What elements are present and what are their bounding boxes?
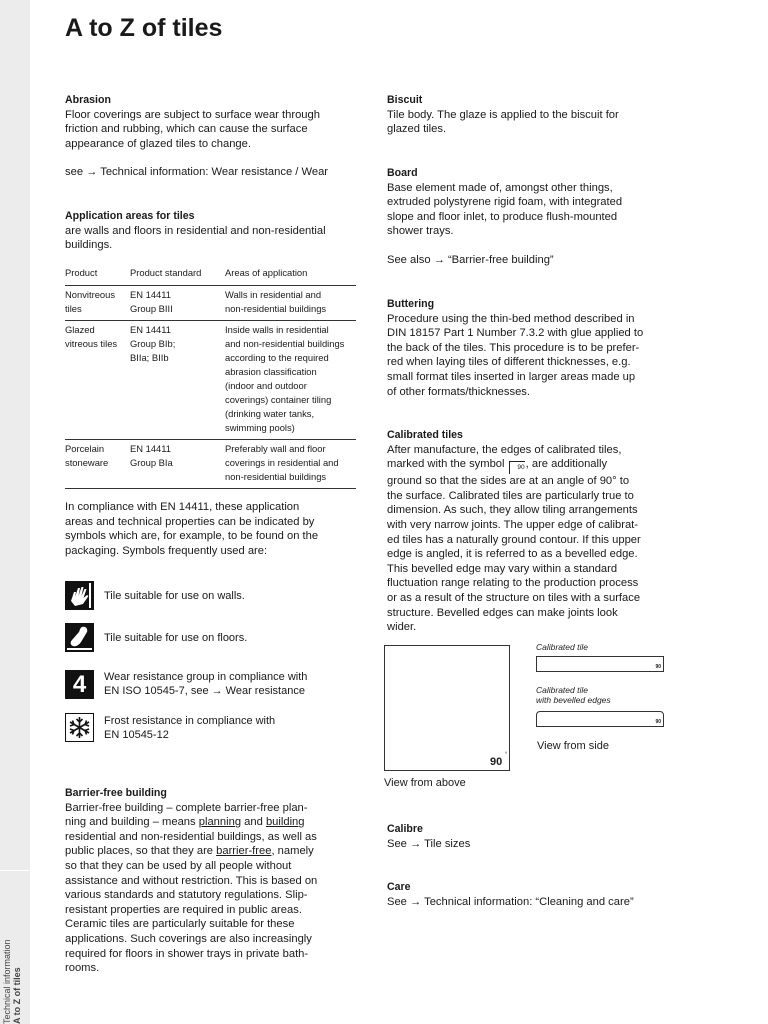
building-link[interactable]: building xyxy=(265,816,305,829)
calibrated-line: edge is angled, it is referred to as a bevelled edge. xyxy=(387,548,638,561)
sidebar xyxy=(0,0,30,1024)
buttering-line: DIN 18157 Part 1 Number 7.3.2 with glue applied to xyxy=(387,327,644,340)
calibrated-text: marked with the symbol xyxy=(387,458,505,471)
abrasion-section xyxy=(65,93,365,180)
calibre-section xyxy=(387,822,687,851)
calibrated-heading: Calibrated tiles xyxy=(387,429,463,441)
calibrated-section xyxy=(387,428,687,635)
application-line: buildings. xyxy=(65,239,113,252)
abrasion-line: appearance of glazed tiles to change. xyxy=(65,137,251,150)
symbol-wear-text: Wear resistance group in compliance with xyxy=(104,671,308,683)
barrier-line: Barrier-free building – complete barrier-free plan- xyxy=(65,801,308,814)
symbol-frost-text: EN 10545-12 xyxy=(104,729,169,741)
table-row xyxy=(65,286,356,321)
table-cell-standard xyxy=(130,286,225,321)
table-cell-standard xyxy=(130,321,225,440)
cell-line: non-residential buildings xyxy=(225,303,327,314)
calibre-heading: Calibre xyxy=(387,823,423,835)
barrier-line: rooms. xyxy=(65,962,100,975)
cell-line: and non-residential buildings xyxy=(225,338,345,349)
buttering-line: Procedure using the thin-bed method described in xyxy=(387,312,635,325)
calibrated-line: ed tiles has a naturally ground contour. If this upper xyxy=(387,533,641,546)
application-line: are walls and floors in residential and non-residential xyxy=(65,224,326,237)
table-cell-product xyxy=(65,286,130,321)
barrier-line: so that they can be used by all people without xyxy=(65,859,292,872)
abrasion-line: Floor coverings are subject to surface wear through xyxy=(65,108,320,121)
cell-line: (drinking water tanks, xyxy=(225,408,315,419)
cell-line: Group BIII xyxy=(130,303,173,314)
board-line: extruded polystyrene rigid foam, with integrated xyxy=(387,196,623,209)
cell-line: BIIa; BIIb xyxy=(130,352,169,363)
calibrated-line: structure. Bevelled edges can make joints look xyxy=(387,606,618,619)
tile-angle-label-small: 90 xyxy=(655,719,661,725)
barrier-free-section xyxy=(65,786,365,976)
wear-group-icon: 4 xyxy=(65,670,94,699)
degree-mark: ° xyxy=(505,752,508,758)
board-see-link[interactable]: See also → “Barrier-free building” xyxy=(387,253,554,266)
barrier-line xyxy=(65,815,365,830)
tile-view-above-diagram xyxy=(384,645,510,771)
table-cell-product xyxy=(65,321,130,440)
barrier-line xyxy=(65,844,365,859)
table-cell-product xyxy=(65,440,130,489)
cell-line: non-residential buildings xyxy=(225,471,327,482)
barrier-free-link[interactable]: barrier-free xyxy=(216,845,272,858)
bevelled-tile-side-diagram xyxy=(536,711,664,727)
compliance-line: symbols which are, for example, to be found on the xyxy=(65,530,319,543)
application-section xyxy=(65,209,365,253)
cell-line: coverings in residential and xyxy=(225,457,339,468)
cell-line: tiles xyxy=(65,303,82,314)
cell-line: swimming pools) xyxy=(225,422,295,433)
table-row xyxy=(65,321,356,440)
barrier-text: , namely xyxy=(271,845,314,858)
calibrated-text: , are additionally xyxy=(525,458,608,471)
biscuit-heading: Biscuit xyxy=(387,94,423,106)
cell-line: according to the required xyxy=(225,352,329,363)
cell-line: stoneware xyxy=(65,457,109,468)
bevelled-tile-caption xyxy=(536,685,611,705)
frost-icon xyxy=(65,713,94,742)
foot-floor-icon xyxy=(65,623,94,652)
cell-line: Porcelain xyxy=(65,443,105,454)
cell-line: Group BIb; xyxy=(130,338,176,349)
buttering-line: of other formats/thicknesses. xyxy=(387,385,531,398)
page-title: A to Z of tiles xyxy=(65,14,223,42)
cell-line: Group BIa xyxy=(130,457,173,468)
symbol-floors-text: Tile suitable for use on floors. xyxy=(104,632,248,644)
table-row xyxy=(65,440,356,489)
biscuit-line: glazed tiles. xyxy=(387,123,447,136)
symbol-wear-text: EN ISO 10545-7, see → Wear resistance xyxy=(104,685,305,697)
board-heading: Board xyxy=(387,167,418,179)
board-line: slope and floor inlet, to produce flush-mounted xyxy=(387,210,618,223)
cell-line: Inside walls in residential xyxy=(225,324,329,335)
barrier-free-heading: Barrier-free building xyxy=(65,787,167,799)
tile-angle-label-small: 90 xyxy=(655,664,661,670)
symbol-row-floors xyxy=(65,623,365,653)
bevelled-caption-line: with bevelled edges xyxy=(536,695,611,705)
sidebar-label-section: Technical information xyxy=(2,939,12,1024)
cell-line: Walls in residential and xyxy=(225,289,322,300)
calibrated-line: wider. xyxy=(387,621,417,634)
table-header-standard: Product standard xyxy=(130,266,225,286)
calibrated-line xyxy=(387,457,687,474)
abrasion-see-link[interactable]: see → Technical information: Wear resistance / Wear xyxy=(65,166,329,179)
calibrated-line: dimension. As such, they allow tiling arrangements xyxy=(387,504,638,517)
calibrated-tile-caption: Calibrated tile xyxy=(536,642,588,652)
barrier-line: assistance and without restriction. This is based on xyxy=(65,874,318,887)
care-heading: Care xyxy=(387,881,411,893)
board-line: shower trays. xyxy=(387,225,454,238)
application-table xyxy=(65,266,356,489)
sidebar-label xyxy=(2,939,22,1024)
calibrated-line: This bevelled edge may vary within a standard xyxy=(387,562,618,575)
cell-line: Preferably wall and floor xyxy=(225,443,326,454)
table-header-areas: Areas of application xyxy=(225,266,356,286)
cell-line: (indoor and outdoor xyxy=(225,380,307,391)
calibrated-line: with very narrow joints. The upper edge of calibrat- xyxy=(387,518,639,531)
table-cell-areas xyxy=(225,440,356,489)
barrier-text: and xyxy=(241,816,266,829)
cell-line: abrasion classification xyxy=(225,366,317,377)
care-section xyxy=(387,880,717,909)
biscuit-section xyxy=(387,93,687,137)
barrier-line: required for floors in shower trays in private bath- xyxy=(65,947,309,960)
cell-line: EN 14411 xyxy=(130,443,172,454)
cell-line: vitreous tiles xyxy=(65,338,118,349)
sidebar-divider xyxy=(0,870,30,871)
buttering-line: small format tiles inserted in larger areas made up xyxy=(387,370,636,383)
compliance-line: In compliance with EN 14411, these application xyxy=(65,501,300,513)
symbol-frost-text: Frost resistance in compliance with xyxy=(104,715,276,727)
calibrated-line: or as a result of the structure on tiles with a surface xyxy=(387,591,641,604)
biscuit-line: Tile body. The glaze is applied to the biscuit for xyxy=(387,108,619,121)
calibrated-line: After manufacture, the edges of calibrated tiles, xyxy=(387,443,622,456)
barrier-line: applications. Such coverings are also increasingly xyxy=(65,932,312,945)
cell-line: EN 14411 xyxy=(130,289,172,300)
compliance-line: packaging. Symbols frequently used are: xyxy=(65,544,268,557)
abrasion-heading: Abrasion xyxy=(65,94,111,106)
bevelled-caption-line: Calibrated tile xyxy=(536,685,588,695)
calibrated-line: the surface. Calibrated tiles are particularly true to xyxy=(387,489,634,502)
symbol-row-wear xyxy=(65,670,365,700)
view-above-caption: View from above xyxy=(384,777,466,789)
cell-line: Nonvitreous xyxy=(65,289,116,300)
table-header-product: Product xyxy=(65,266,130,286)
symbol-walls-text: Tile suitable for use on walls. xyxy=(104,590,245,602)
calibrated-90-icon: 90 xyxy=(509,461,525,474)
view-side-caption: View from side xyxy=(537,740,609,752)
buttering-line: red when laying tiles of different thicknesses, e.g. xyxy=(387,356,631,369)
sidebar-label-topic: A to Z of tiles xyxy=(12,967,22,1024)
application-heading: Application areas for tiles xyxy=(65,210,195,222)
compliance-paragraph xyxy=(65,500,365,558)
abrasion-line: friction and rubbing, which can cause the surface xyxy=(65,123,308,136)
barrier-line: Ceramic tiles are particularly suitable for these xyxy=(65,918,295,931)
board-section xyxy=(387,166,687,268)
calibrated-tile-side-diagram xyxy=(536,656,664,672)
table-cell-areas xyxy=(225,321,356,440)
calibrated-line: ground so that the sides are at an angle of 90° to xyxy=(387,475,630,488)
compliance-line: areas and technical properties can be indicated by xyxy=(65,515,315,528)
table-header-row xyxy=(65,266,356,286)
symbol-row-walls xyxy=(65,581,365,611)
table-cell-standard xyxy=(130,440,225,489)
cell-line: EN 14411 xyxy=(130,324,172,335)
barrier-line: residential and non-residential buildings, as well as xyxy=(65,830,317,843)
hand-wall-icon xyxy=(65,581,94,610)
barrier-line: resistant properties are required in public areas. xyxy=(65,903,302,916)
barrier-text: public places, so that they are xyxy=(65,845,217,858)
table-cell-areas xyxy=(225,286,356,321)
buttering-heading: Buttering xyxy=(387,298,435,310)
symbol-row-frost xyxy=(65,713,365,743)
buttering-section xyxy=(387,297,687,399)
board-line: Base element made of, amongst other things, xyxy=(387,181,613,194)
buttering-line: the back of the tiles. This procedure is to be prefer- xyxy=(387,341,640,354)
cell-line: Glazed xyxy=(65,324,95,335)
barrier-line: various standards and statutory regulations. Slip- xyxy=(65,889,308,902)
care-see-link[interactable]: See → Technical information: “Cleaning and care” xyxy=(387,895,634,908)
calibrated-line: fluctuation range relating to the production process xyxy=(387,577,639,590)
cell-line: coverings) container tiling xyxy=(225,394,332,405)
planning-link[interactable]: planning xyxy=(198,816,242,829)
tile-angle-label: 90 xyxy=(490,756,503,768)
calibre-see-link[interactable]: See → Tile sizes xyxy=(387,837,471,850)
barrier-text: ning and building – means xyxy=(65,816,199,829)
